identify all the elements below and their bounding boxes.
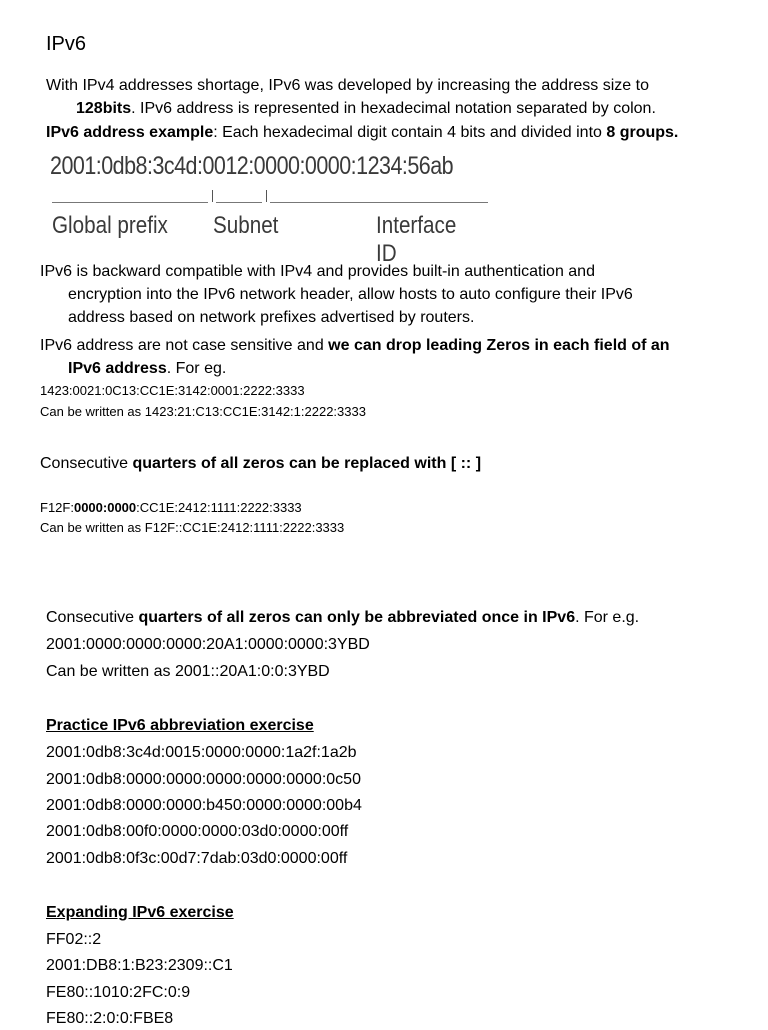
consec-once-bold: quarters of all zeros can only be abbreviated once in IPv6	[138, 609, 576, 626]
consec-once-plain: Consecutive	[46, 609, 139, 626]
expanding-item: FE80::1010:2FC:0:9	[46, 984, 191, 1001]
consec-replace-example-2: Can be written as F12F::CC1E:2412:1111:2222:3333	[40, 520, 345, 535]
case-example-1: 1423:0021:0C13:CC1E:3142:0001:2222:3333	[40, 383, 305, 398]
expanding-item: FF02::2	[46, 931, 102, 948]
expanding-item: 2001:DB8:1:B23:2309::C1	[46, 957, 233, 974]
intro-line-3	[46, 122, 678, 144]
consec-replace-plain: Consecutive	[40, 455, 133, 472]
consec-once-example-2: Can be written as 2001::20A1:0:0:3YBD	[46, 663, 330, 680]
consec-replace-example-1	[40, 500, 302, 516]
consec-once-line	[46, 607, 639, 629]
compat-line-1: IPv6 is backward compatible with IPv4 and provides built-in authentication and	[40, 263, 595, 280]
case-line-2-bold: IPv6 address	[68, 360, 167, 377]
figure-tick-2	[266, 190, 267, 202]
case-line-1-bold: we can drop leading Zeros in each field of an	[328, 337, 670, 354]
intro-bold-example: IPv6 address example	[46, 124, 214, 141]
intro-bold-groups: 8 groups.	[606, 124, 679, 141]
compat-line-3: address based on network prefixes advertised by routers.	[68, 309, 475, 326]
consec-replace-line	[40, 453, 481, 475]
expanding-heading: Expanding IPv6 exercise	[46, 904, 234, 921]
intro-line-2-rest: . IPv6 address is represented in hexadecimal notation separated by colon.	[131, 100, 656, 117]
consec-once-example-1: 2001:0000:0000:0000:20A1:0000:0000:3YBD	[46, 636, 370, 653]
intro-line-2	[76, 98, 656, 120]
label-subnet: Subnet	[213, 212, 279, 239]
case-example-2: Can be written as 1423:21:C13:CC1E:3142:1:2222:3333	[40, 404, 366, 419]
practice-item: 2001:0db8:3c4d:0015:0000:0000:1a2f:1a2b	[46, 744, 357, 761]
practice-item: 2001:0db8:0000:0000:0000:0000:0000:0c50	[46, 771, 361, 788]
label-global-prefix: Global prefix	[52, 212, 168, 239]
practice-item: 2001:0db8:0f3c:00d7:7dab:03d0:0000:00ff	[46, 850, 348, 867]
case-line-2	[68, 358, 226, 380]
case-line-1	[40, 335, 670, 357]
figure-tick-1	[212, 190, 213, 202]
global-prefix-underline	[52, 202, 208, 203]
case-line-1-plain: IPv6 address are not case sensitive and	[40, 337, 329, 354]
compat-line-2: encryption into the IPv6 network header, allow hosts to auto configure their IPv6	[68, 286, 633, 303]
address-structure-figure	[50, 152, 490, 267]
practice-item: 2001:0db8:00f0:0000:0000:03d0:0000:00ff	[46, 823, 349, 840]
consec-replace-bold: quarters of all zeros can be replaced with [ :: ]	[132, 455, 482, 472]
page-title: IPv6	[46, 33, 87, 55]
intro-line-1: With IPv4 addresses shortage, IPv6 was developed by increasing the address size to	[46, 77, 649, 94]
subnet-underline	[216, 202, 262, 203]
intro-bold-128bits: 128bits	[76, 100, 132, 117]
consec-ex1-b: :CC1E:2412:1111:2222:3333	[136, 500, 302, 515]
label-interface-id: Interface ID	[376, 212, 457, 267]
practice-heading: Practice IPv6 abbreviation exercise	[46, 717, 314, 734]
expanding-item: FE80::2:0:0:FBE8	[46, 1010, 174, 1027]
consec-once-rest: . For e.g.	[575, 609, 640, 626]
practice-item: 2001:0db8:0000:0000:b450:0000:0000:00b4	[46, 797, 362, 814]
case-line-2-rest: . For eg.	[166, 360, 227, 377]
consec-ex1-bold: 0000:0000	[73, 500, 137, 515]
interface-id-underline	[270, 202, 488, 203]
consec-ex1-a: F12F:	[40, 500, 74, 515]
figure-address: 2001:0db8:3c4d:0012:0000:0000:1234:56ab	[50, 152, 454, 180]
intro-line-3-mid: : Each hexadecimal digit contain 4 bits and divided into	[213, 124, 607, 141]
